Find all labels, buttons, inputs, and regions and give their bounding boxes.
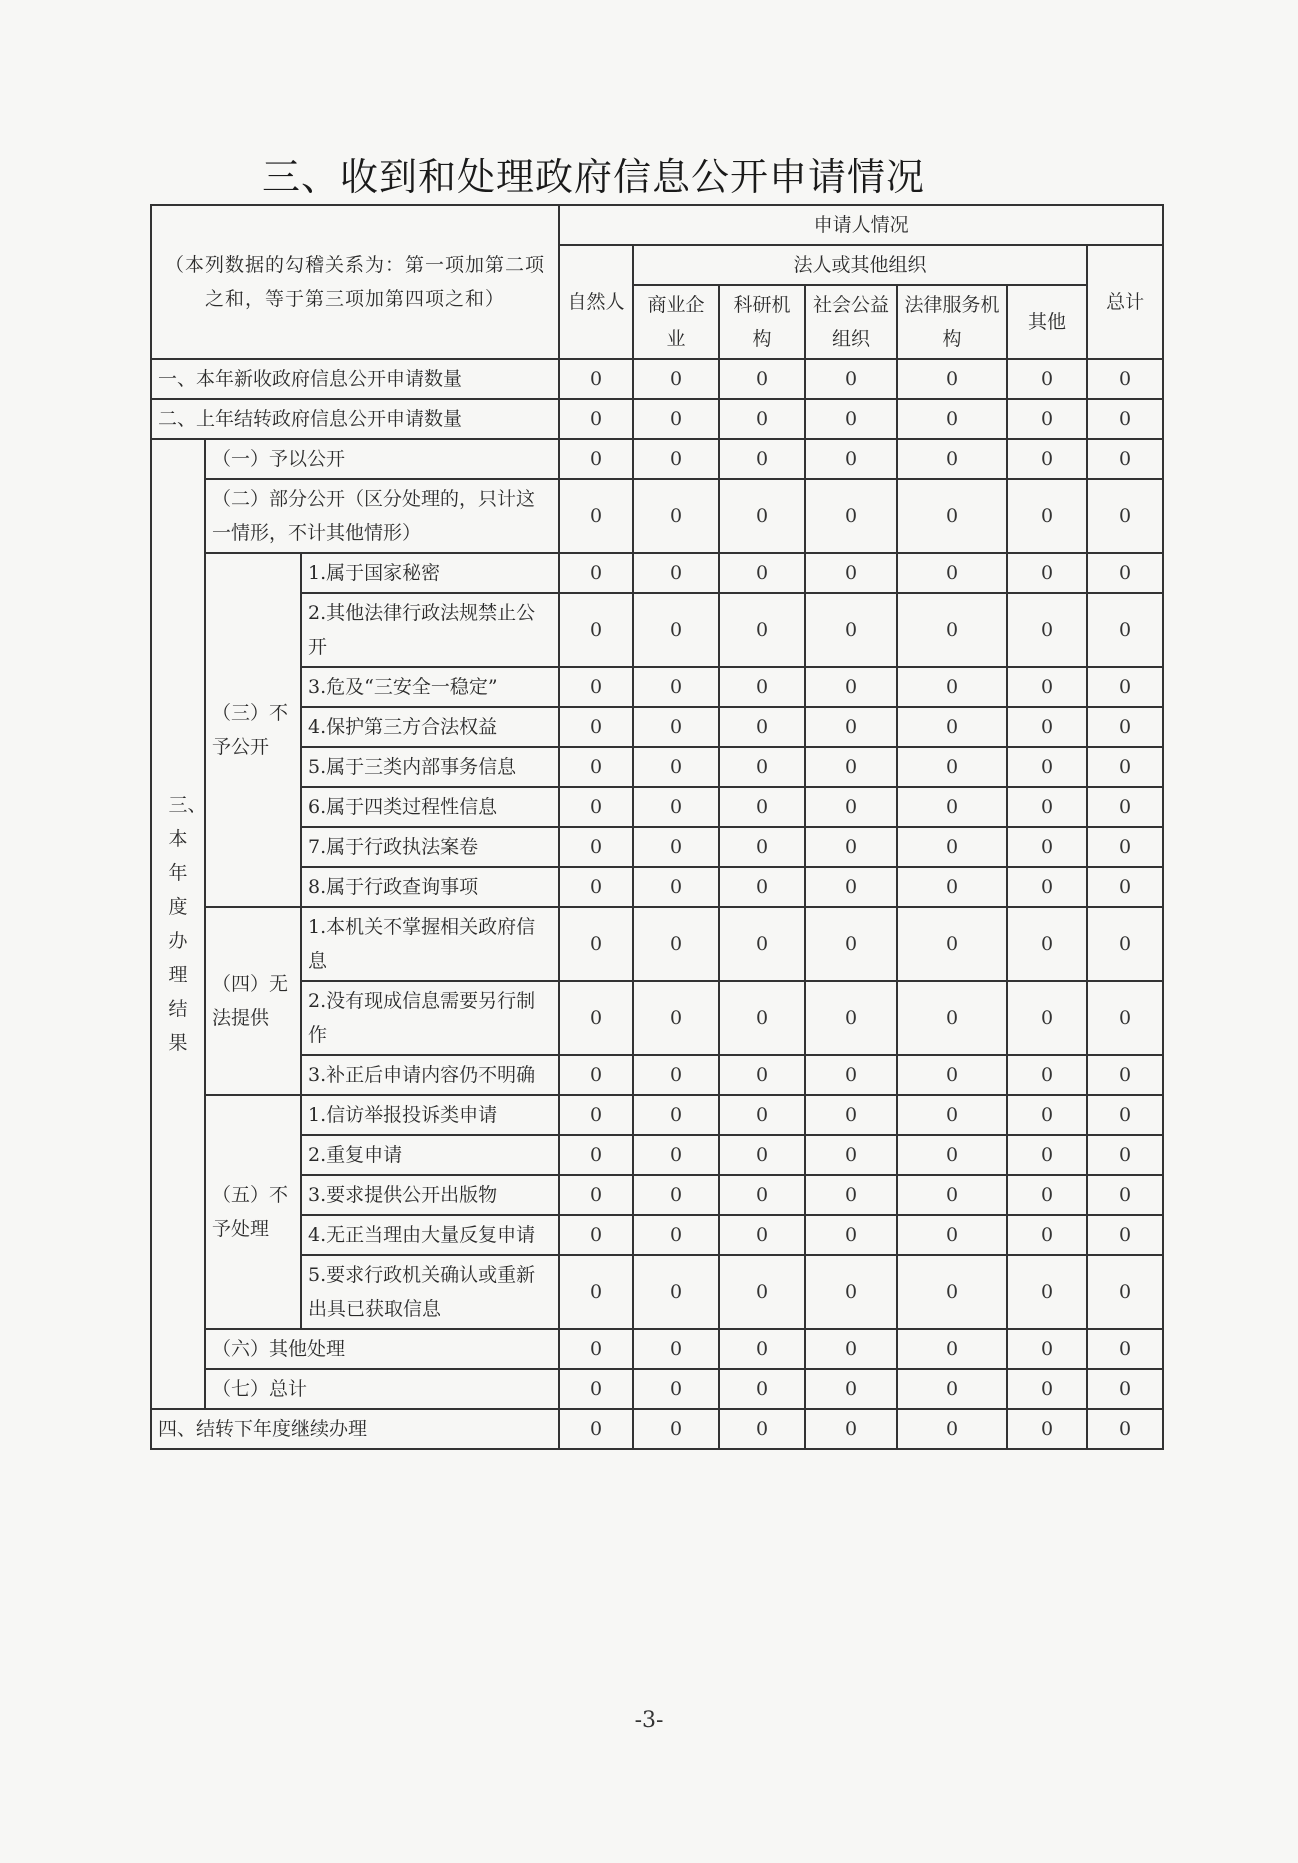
value-cell: 0 — [559, 827, 633, 867]
value-cell: 0 — [897, 1135, 1007, 1175]
value-cell: 0 — [719, 1255, 805, 1329]
value-cell: 0 — [633, 1409, 719, 1449]
row-label: 6.属于四类过程性信息 — [301, 787, 559, 827]
value-cell: 0 — [633, 1215, 719, 1255]
row-label: 3.补正后申请内容仍不明确 — [301, 1055, 559, 1095]
value-cell: 0 — [897, 787, 1007, 827]
value-cell: 0 — [633, 1095, 719, 1135]
value-cell: 0 — [633, 1329, 719, 1369]
value-cell: 0 — [805, 1369, 897, 1409]
value-cell: 0 — [1007, 1135, 1087, 1175]
value-cell: 0 — [633, 1135, 719, 1175]
value-cell: 0 — [719, 1215, 805, 1255]
row-label: 3.要求提供公开出版物 — [301, 1175, 559, 1215]
value-cell: 0 — [897, 907, 1007, 981]
row-label: 5.要求行政机关确认或重新出具已获取信息 — [301, 1255, 559, 1329]
group-3-label: （三）不予公开 — [205, 553, 301, 907]
value-cell: 0 — [719, 981, 805, 1055]
value-cell: 0 — [559, 1055, 633, 1095]
value-cell: 0 — [897, 707, 1007, 747]
row-label: 4.保护第三方合法权益 — [301, 707, 559, 747]
value-cell: 0 — [897, 399, 1007, 439]
value-cell: 0 — [559, 1175, 633, 1215]
section-3-label — [151, 439, 205, 1409]
value-cell: 0 — [1087, 359, 1163, 399]
value-cell: 0 — [559, 439, 633, 479]
table-row — [151, 553, 1163, 593]
value-cell: 0 — [897, 867, 1007, 907]
value-cell: 0 — [633, 1055, 719, 1095]
value-cell: 0 — [1087, 867, 1163, 907]
table-row — [151, 667, 1163, 707]
value-cell: 0 — [559, 1255, 633, 1329]
group-4-label: （四）无法提供 — [205, 907, 301, 1095]
value-cell: 0 — [1087, 1135, 1163, 1175]
value-cell: 0 — [805, 981, 897, 1055]
application-statistics-table — [150, 204, 1164, 1450]
value-cell: 0 — [897, 1095, 1007, 1135]
row-label: 2.没有现成信息需要另行制作 — [301, 981, 559, 1055]
row-label: 四、结转下年度继续办理 — [151, 1409, 559, 1449]
value-cell: 0 — [559, 479, 633, 553]
value-cell: 0 — [559, 981, 633, 1055]
value-cell: 0 — [633, 867, 719, 907]
value-cell: 0 — [1007, 867, 1087, 907]
total-header: 总计 — [1087, 245, 1163, 359]
value-cell: 0 — [897, 1409, 1007, 1449]
row-label: 2.重复申请 — [301, 1135, 559, 1175]
row-label: 8.属于行政查询事项 — [301, 867, 559, 907]
value-cell: 0 — [719, 1175, 805, 1215]
value-cell: 0 — [805, 1215, 897, 1255]
value-cell: 0 — [633, 667, 719, 707]
value-cell: 0 — [1007, 1055, 1087, 1095]
table-row — [151, 707, 1163, 747]
value-cell: 0 — [719, 479, 805, 553]
value-cell: 0 — [805, 399, 897, 439]
value-cell: 0 — [897, 1175, 1007, 1215]
header-row-1 — [151, 205, 1163, 245]
business-header: 商业企业 — [633, 285, 719, 359]
value-cell: 0 — [1007, 981, 1087, 1055]
value-cell: 0 — [559, 747, 633, 787]
value-cell: 0 — [805, 553, 897, 593]
value-cell: 0 — [633, 359, 719, 399]
value-cell: 0 — [633, 1175, 719, 1215]
row-label: 4.无正当理由大量反复申请 — [301, 1215, 559, 1255]
value-cell: 0 — [1087, 439, 1163, 479]
value-cell: 0 — [1007, 1369, 1087, 1409]
value-cell: 0 — [633, 747, 719, 787]
value-cell: 0 — [719, 907, 805, 981]
value-cell: 0 — [897, 827, 1007, 867]
value-cell: 0 — [559, 359, 633, 399]
value-cell: 0 — [719, 593, 805, 667]
applicant-header: 申请人情况 — [559, 205, 1163, 245]
value-cell: 0 — [559, 399, 633, 439]
value-cell: 0 — [719, 787, 805, 827]
value-cell: 0 — [719, 707, 805, 747]
value-cell: 0 — [805, 1255, 897, 1329]
table-row — [151, 867, 1163, 907]
value-cell: 0 — [805, 1329, 897, 1369]
natural-person-header: 自然人 — [559, 245, 633, 359]
row-label: 2.其他法律行政法规禁止公开 — [301, 593, 559, 667]
value-cell: 0 — [719, 1135, 805, 1175]
value-cell: 0 — [1087, 747, 1163, 787]
value-cell: 0 — [1007, 787, 1087, 827]
value-cell: 0 — [559, 867, 633, 907]
table-row — [151, 1215, 1163, 1255]
value-cell: 0 — [805, 827, 897, 867]
row-label: 1.属于国家秘密 — [301, 553, 559, 593]
value-cell: 0 — [805, 867, 897, 907]
value-cell: 0 — [805, 907, 897, 981]
social-header: 社会公益组织 — [805, 285, 897, 359]
value-cell: 0 — [559, 1409, 633, 1449]
value-cell: 0 — [1087, 1369, 1163, 1409]
value-cell: 0 — [633, 787, 719, 827]
value-cell: 0 — [719, 747, 805, 787]
value-cell: 0 — [559, 787, 633, 827]
value-cell: 0 — [633, 1369, 719, 1409]
value-cell: 0 — [897, 1255, 1007, 1329]
value-cell: 0 — [1087, 553, 1163, 593]
page-number: -3- — [634, 1708, 664, 1733]
value-cell: 0 — [719, 827, 805, 867]
group-5-label: （五）不予处理 — [205, 1095, 301, 1329]
value-cell: 0 — [559, 1215, 633, 1255]
row-label: 5.属于三类内部事务信息 — [301, 747, 559, 787]
value-cell: 0 — [633, 907, 719, 981]
table-row — [151, 907, 1163, 981]
legal-service-header: 法律服务机构 — [897, 285, 1007, 359]
value-cell: 0 — [805, 707, 897, 747]
value-cell: 0 — [897, 667, 1007, 707]
table-row — [151, 479, 1163, 553]
value-cell: 0 — [559, 1095, 633, 1135]
other-header: 其他 — [1007, 285, 1087, 359]
table-row — [151, 1255, 1163, 1329]
table-row — [151, 593, 1163, 667]
value-cell: 0 — [1087, 1175, 1163, 1215]
value-cell: 0 — [633, 479, 719, 553]
value-cell: 0 — [633, 981, 719, 1055]
value-cell: 0 — [559, 1369, 633, 1409]
value-cell: 0 — [1087, 1095, 1163, 1135]
table-row — [151, 1175, 1163, 1215]
value-cell: 0 — [719, 1095, 805, 1135]
table-row — [151, 1409, 1163, 1449]
table-row — [151, 827, 1163, 867]
value-cell: 0 — [719, 667, 805, 707]
value-cell: 0 — [559, 907, 633, 981]
legal-org-header: 法人或其他组织 — [633, 245, 1087, 285]
value-cell: 0 — [559, 667, 633, 707]
row-label: （七）总计 — [205, 1369, 559, 1409]
value-cell: 0 — [1087, 479, 1163, 553]
table-row — [151, 1329, 1163, 1369]
value-cell: 0 — [897, 981, 1007, 1055]
value-cell: 0 — [1087, 1329, 1163, 1369]
table-row — [151, 1135, 1163, 1175]
row-label: 1.信访举报投诉类申请 — [301, 1095, 559, 1135]
value-cell: 0 — [897, 359, 1007, 399]
value-cell: 0 — [1087, 827, 1163, 867]
table-row — [151, 439, 1163, 479]
value-cell: 0 — [897, 439, 1007, 479]
value-cell: 0 — [897, 1369, 1007, 1409]
value-cell: 0 — [719, 867, 805, 907]
section-3-label-text: 三、本年度办理结果 — [168, 794, 207, 1054]
row-label: （二）部分公开（区分处理的，只计这一情形，不计其他情形） — [205, 479, 559, 553]
row-label: 一、本年新收政府信息公开申请数量 — [151, 359, 559, 399]
value-cell: 0 — [1007, 907, 1087, 981]
value-cell: 0 — [719, 1369, 805, 1409]
value-cell: 0 — [1007, 553, 1087, 593]
value-cell: 0 — [805, 1055, 897, 1095]
value-cell: 0 — [805, 593, 897, 667]
value-cell: 0 — [633, 399, 719, 439]
value-cell: 0 — [805, 747, 897, 787]
value-cell: 0 — [1087, 981, 1163, 1055]
value-cell: 0 — [1007, 1215, 1087, 1255]
value-cell: 0 — [559, 593, 633, 667]
value-cell: 0 — [1087, 593, 1163, 667]
table-row — [151, 981, 1163, 1055]
value-cell: 0 — [1007, 1175, 1087, 1215]
value-cell: 0 — [1007, 399, 1087, 439]
table-row — [151, 747, 1163, 787]
value-cell: 0 — [1007, 359, 1087, 399]
value-cell: 0 — [1087, 707, 1163, 747]
value-cell: 0 — [1087, 1215, 1163, 1255]
table-row — [151, 787, 1163, 827]
row-label: 1.本机关不掌握相关政府信息 — [301, 907, 559, 981]
value-cell: 0 — [719, 1055, 805, 1095]
value-cell: 0 — [1007, 707, 1087, 747]
value-cell: 0 — [897, 553, 1007, 593]
value-cell: 0 — [1007, 479, 1087, 553]
value-cell: 0 — [897, 593, 1007, 667]
value-cell: 0 — [1007, 747, 1087, 787]
table-row — [151, 1369, 1163, 1409]
row-label: 二、上年结转政府信息公开申请数量 — [151, 399, 559, 439]
value-cell: 0 — [633, 827, 719, 867]
value-cell: 0 — [719, 359, 805, 399]
value-cell: 0 — [719, 1409, 805, 1449]
value-cell: 0 — [633, 553, 719, 593]
value-cell: 0 — [805, 1175, 897, 1215]
table-row — [151, 359, 1163, 399]
value-cell: 0 — [719, 439, 805, 479]
value-cell: 0 — [805, 359, 897, 399]
value-cell: 0 — [1087, 399, 1163, 439]
research-header: 科研机构 — [719, 285, 805, 359]
value-cell: 0 — [805, 1135, 897, 1175]
value-cell: 0 — [559, 707, 633, 747]
value-cell: 0 — [805, 667, 897, 707]
value-cell: 0 — [633, 439, 719, 479]
table-row — [151, 1095, 1163, 1135]
value-cell: 0 — [1007, 1095, 1087, 1135]
row-label: （一）予以公开 — [205, 439, 559, 479]
value-cell: 0 — [559, 553, 633, 593]
value-cell: 0 — [805, 1095, 897, 1135]
value-cell: 0 — [719, 553, 805, 593]
relation-note: （本列数据的勾稽关系为：第一项加第二项之和，等于第三项加第四项之和） — [151, 205, 559, 359]
value-cell: 0 — [633, 1255, 719, 1329]
value-cell: 0 — [719, 399, 805, 439]
table-row — [151, 399, 1163, 439]
value-cell: 0 — [1007, 827, 1087, 867]
value-cell: 0 — [805, 1409, 897, 1449]
value-cell: 0 — [1087, 907, 1163, 981]
value-cell: 0 — [1087, 1255, 1163, 1329]
table-row — [151, 1055, 1163, 1095]
value-cell: 0 — [1007, 1255, 1087, 1329]
value-cell: 0 — [805, 479, 897, 553]
value-cell: 0 — [559, 1135, 633, 1175]
value-cell: 0 — [1007, 667, 1087, 707]
value-cell: 0 — [633, 707, 719, 747]
value-cell: 0 — [1007, 439, 1087, 479]
row-label: 3.危及“三安全一稳定” — [301, 667, 559, 707]
value-cell: 0 — [897, 1055, 1007, 1095]
value-cell: 0 — [1087, 787, 1163, 827]
value-cell: 0 — [1087, 1055, 1163, 1095]
value-cell: 0 — [897, 1329, 1007, 1369]
value-cell: 0 — [1007, 1329, 1087, 1369]
value-cell: 0 — [1087, 1409, 1163, 1449]
value-cell: 0 — [719, 1329, 805, 1369]
value-cell: 0 — [1007, 1409, 1087, 1449]
value-cell: 0 — [559, 1329, 633, 1369]
value-cell: 0 — [633, 593, 719, 667]
page-title: 三、收到和处理政府信息公开申请情况 — [262, 155, 926, 199]
value-cell: 0 — [897, 747, 1007, 787]
value-cell: 0 — [897, 479, 1007, 553]
row-label: （六）其他处理 — [205, 1329, 559, 1369]
value-cell: 0 — [1007, 593, 1087, 667]
value-cell: 0 — [805, 439, 897, 479]
value-cell: 0 — [897, 1215, 1007, 1255]
value-cell: 0 — [805, 787, 897, 827]
row-label: 7.属于行政执法案卷 — [301, 827, 559, 867]
value-cell: 0 — [1087, 667, 1163, 707]
